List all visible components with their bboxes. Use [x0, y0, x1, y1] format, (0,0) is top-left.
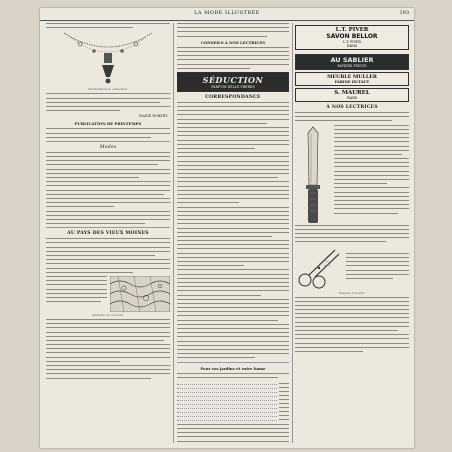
text-block [295, 112, 409, 121]
section-heading: À NOS LECTRICES [326, 105, 378, 110]
seduction-advertisement [177, 72, 289, 92]
text-block [46, 128, 170, 137]
section-heading: PUBLICATION DE PRINTEMPS [74, 121, 142, 127]
meuble-advertisement [295, 72, 409, 86]
piver-subtitle: SAVON BELLOR [326, 33, 378, 40]
meuble-detail: FARINE DUTAUT [334, 80, 370, 84]
lace-caption: Dentelle du couvent. [92, 312, 124, 317]
column-right [295, 23, 409, 444]
text-block [177, 424, 289, 444]
sablier-detail: PAPIERS PEINTS [337, 64, 367, 68]
sablier-title: AU SABLIER [330, 56, 374, 64]
scissors-caption: Ciseaux à broder. [338, 290, 366, 295]
meuble-title: MEUBLE MULLER [327, 74, 377, 80]
text-block [46, 93, 170, 111]
text-block [177, 373, 289, 378]
divider [177, 362, 289, 363]
text-block [46, 23, 170, 28]
piver-city: PARIS [346, 44, 358, 48]
section-heading: Pour vos jardins et votre home [200, 365, 266, 371]
text-block [46, 276, 107, 302]
column-rule-2 [292, 23, 293, 443]
column-middle [177, 23, 289, 444]
magazine-page [40, 8, 414, 448]
text-block [295, 225, 409, 243]
text-block [46, 152, 170, 224]
section-heading: Modes [99, 144, 117, 150]
page-number: 193 [399, 10, 409, 16]
sablier-advertisement [295, 54, 409, 70]
text-block [334, 125, 409, 214]
piver-title: L.T. PIVER [335, 27, 369, 33]
text-block [46, 238, 170, 272]
scissors-illustration [295, 246, 343, 290]
page-header [40, 8, 414, 21]
piver-advertisement [295, 25, 409, 50]
necklace-caption: Pendentif de la collection. [88, 87, 128, 92]
maurel-detail: PARIS [346, 96, 358, 100]
text-block [346, 253, 409, 279]
maurel-advertisement [295, 88, 409, 102]
signature: MARIE ROBERT. [139, 114, 168, 119]
maurel-title: S. MAUREL [334, 90, 370, 96]
divider [46, 227, 170, 228]
price-list [177, 381, 289, 421]
section-heading: AU PAYS DES VIEUX MOINES [67, 231, 149, 237]
piver-brand: L.T. PIVER [343, 40, 361, 44]
seduction-title: SÉDUCTION [202, 74, 264, 85]
text-block [46, 319, 170, 379]
text-block [295, 297, 409, 352]
lace-illustration [110, 276, 170, 312]
necklace-illustration [60, 31, 156, 85]
section-heading: CONSEILS À NOS LECTRICES [200, 39, 266, 45]
text-block [177, 102, 289, 358]
knife-illustration [295, 125, 331, 225]
column-left [46, 23, 170, 444]
divider [46, 141, 170, 142]
seduction-subtitle: PARFUM DELLE FRÈRES [211, 84, 255, 89]
magazine-title: LA MODE ILLUSTRÉE [194, 10, 260, 16]
text-block [177, 47, 289, 69]
column-rule-1 [173, 23, 174, 443]
section-heading: CORRESPONDANCE [205, 94, 261, 100]
text-block [177, 23, 289, 36]
